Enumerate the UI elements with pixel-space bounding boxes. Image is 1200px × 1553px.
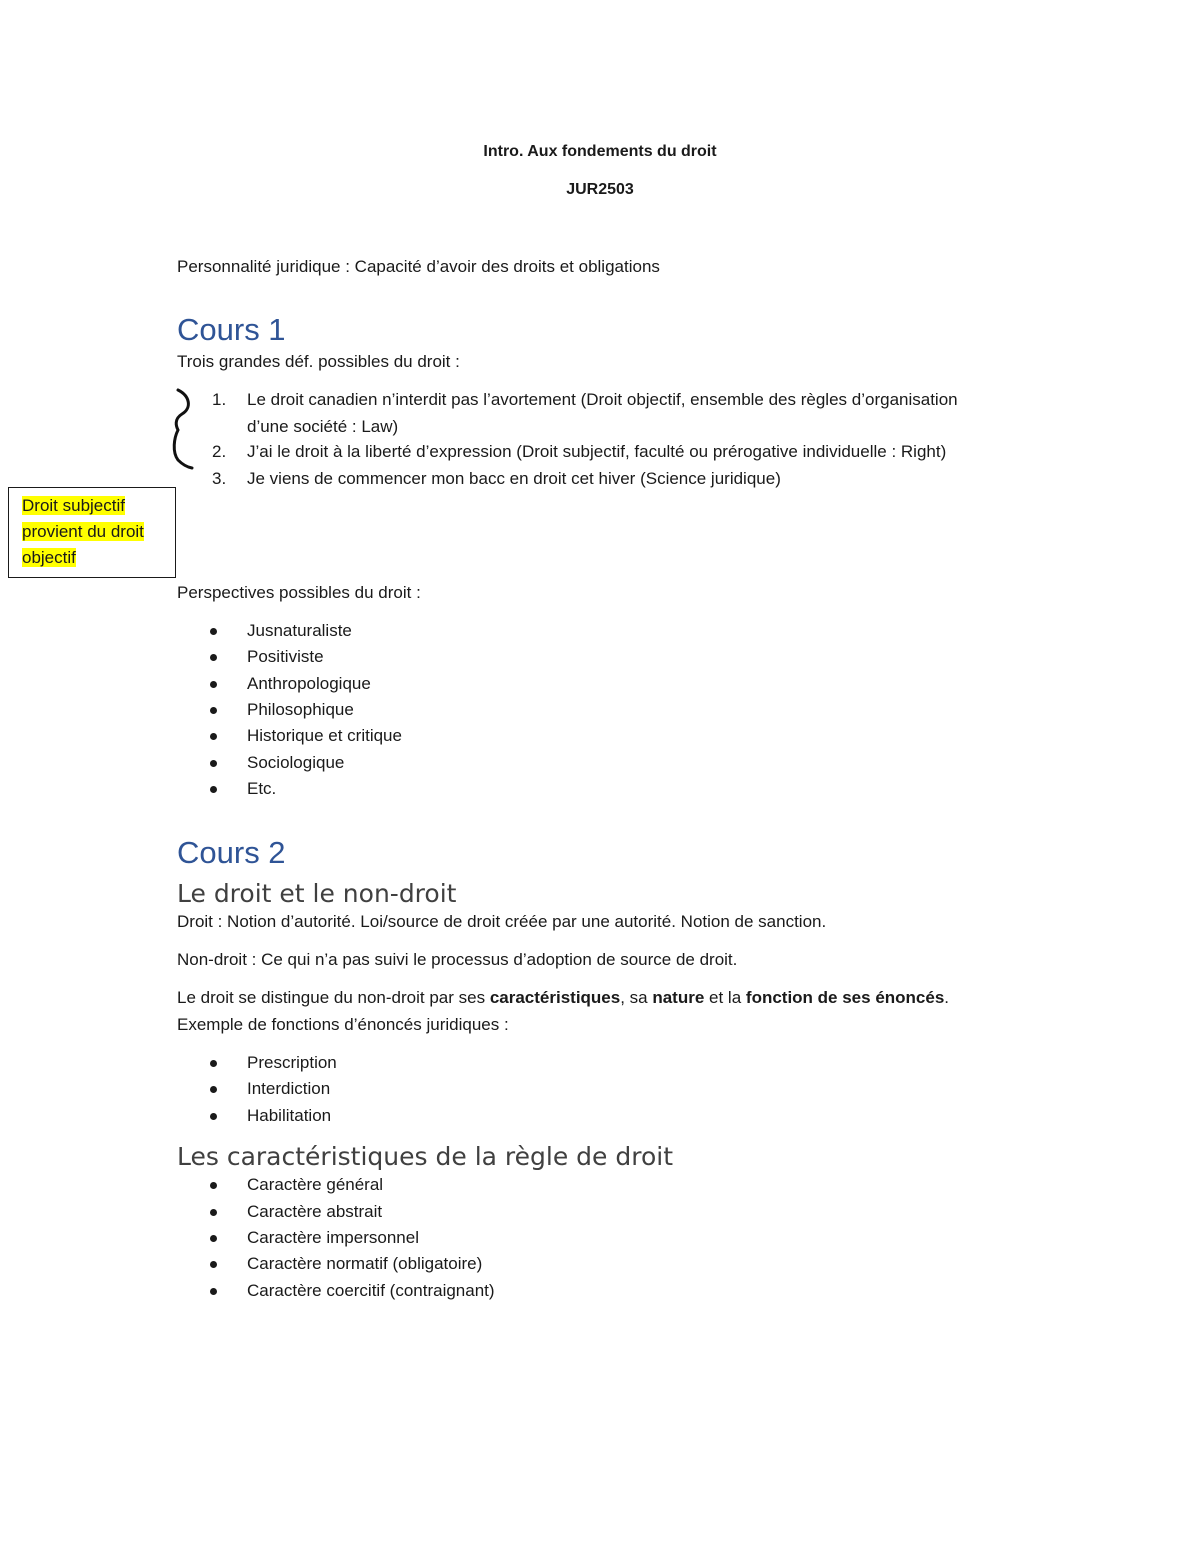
heading-cours-1: Cours 1	[177, 312, 286, 347]
bullet-icon	[210, 1209, 217, 1216]
definition-text: : Capacité d’avoir des droits et obligations	[340, 257, 660, 276]
bullet-icon	[210, 1086, 217, 1093]
bullet-icon	[210, 681, 217, 688]
fonction-item: Prescription	[247, 1053, 337, 1072]
document-title: Intro. Aux fondements du droit	[483, 143, 717, 160]
list-number: 2.	[212, 442, 227, 461]
bullet-icon	[210, 1060, 217, 1067]
caracteristique-item: Caractère coercitif (contraignant)	[247, 1281, 495, 1300]
perspectives-intro: Perspectives possibles du droit :	[177, 583, 421, 602]
droit-definition: Droit : Notion d’autorité. Loi/source de droit créée par une autorité. Notion de sanction.	[177, 912, 827, 931]
bullet-icon	[210, 1113, 217, 1120]
definition-item-line: d’une société : Law)	[247, 417, 399, 436]
exemple-intro: Exemple de fonctions d’énoncés juridiques :	[177, 1015, 509, 1034]
perspective-item: Etc.	[247, 779, 277, 798]
handwritten-bracket-icon	[168, 386, 208, 472]
bullet-icon	[210, 760, 217, 767]
margin-note-box	[8, 487, 176, 578]
bullet-icon	[210, 628, 217, 635]
bold-run: fonction de ses énoncés	[745, 988, 945, 1007]
text-run: .	[944, 988, 950, 1007]
bullet-icon	[210, 1182, 217, 1189]
bullet-icon	[210, 733, 217, 740]
heading-cours-2: Cours 2	[177, 835, 286, 870]
note-line: Droit subjectif	[22, 496, 125, 515]
bold-run: nature	[652, 988, 705, 1007]
definition-term: Personnalité juridique	[177, 257, 341, 276]
bullet-icon	[210, 654, 217, 661]
caracteristique-item: Caractère abstrait	[247, 1202, 383, 1221]
bullet-icon	[210, 786, 217, 793]
bullet-icon	[210, 1235, 217, 1242]
subheading-caracteristiques: Les caractéristiques de la règle de droit	[177, 1142, 673, 1171]
bullet-icon	[210, 1261, 217, 1268]
caracteristique-item: Caractère normatif (obligatoire)	[247, 1254, 483, 1273]
bold-run: caractéristiques	[489, 988, 621, 1007]
definition-item-line: Le droit canadien n’interdit pas l’avortement (Droit objectif, ensemble des règles d’organisation	[247, 390, 958, 409]
course-code: JUR2503	[566, 181, 634, 198]
perspective-item: Jusnaturaliste	[247, 621, 352, 640]
caracteristique-item: Caractère général	[247, 1175, 384, 1194]
definition-line	[177, 256, 660, 278]
non-droit-definition: Non-droit : Ce qui n’a pas suivi le processus d’adoption de source de droit.	[177, 950, 738, 969]
perspective-item: Philosophique	[247, 700, 354, 719]
text-run: Le droit se distingue du non-droit par ses	[177, 988, 490, 1007]
fonction-item: Habilitation	[247, 1106, 332, 1125]
text-run: , sa	[620, 988, 653, 1007]
perspective-item: Sociologique	[247, 753, 345, 772]
note-line: objectif	[22, 548, 76, 567]
bullet-icon	[210, 1288, 217, 1295]
perspective-item: Positiviste	[247, 647, 324, 666]
caracteristique-item: Caractère impersonnel	[247, 1228, 419, 1247]
subheading-droit-non-droit: Le droit et le non-droit	[177, 879, 457, 908]
note-line: provient du droit	[22, 522, 144, 541]
list-number: 3.	[212, 469, 227, 488]
distinction-paragraph	[177, 987, 949, 1009]
text-run: et la	[704, 988, 746, 1007]
bullet-icon	[210, 707, 217, 714]
definition-item-line: J’ai le droit à la liberté d’expression (Droit subjectif, faculté ou prérogative individuelle : Right)	[247, 442, 947, 461]
perspective-item: Anthropologique	[247, 674, 371, 693]
definitions-intro: Trois grandes déf. possibles du droit :	[177, 352, 460, 371]
definition-item-line: Je viens de commencer mon bacc en droit cet hiver (Science juridique)	[247, 469, 781, 488]
fonction-item: Interdiction	[247, 1079, 331, 1098]
list-number: 1.	[212, 390, 227, 409]
perspective-item: Historique et critique	[247, 726, 402, 745]
